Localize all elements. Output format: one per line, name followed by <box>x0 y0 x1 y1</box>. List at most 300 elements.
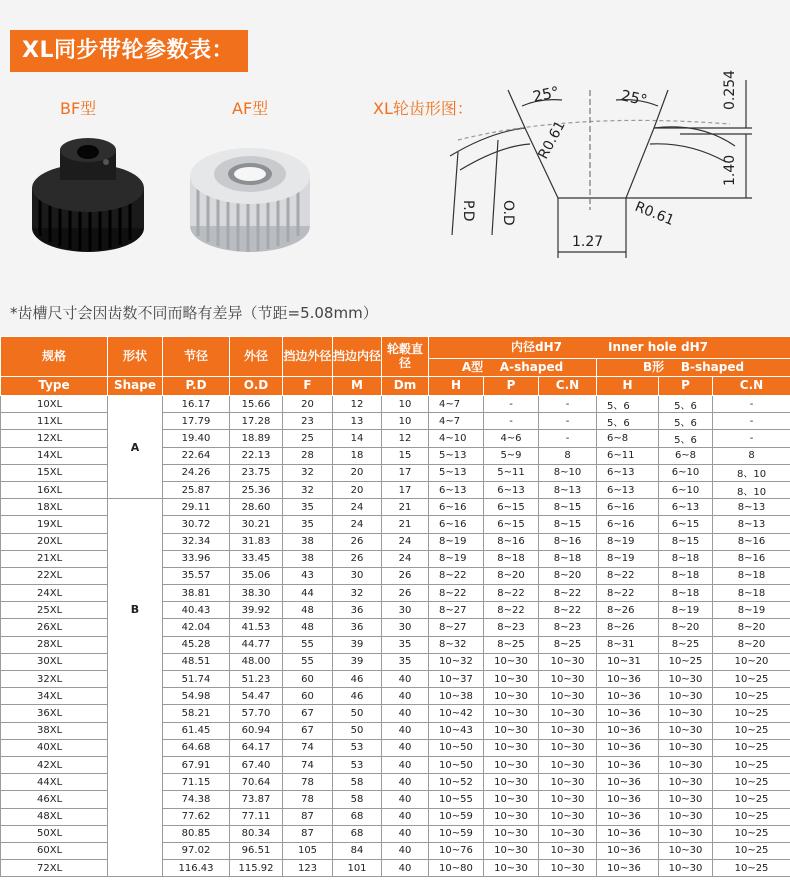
cell-dm: 21 <box>382 499 429 516</box>
cell-a-cn: 10~30 <box>539 739 597 756</box>
cell-b-p: 6~10 <box>659 464 713 481</box>
cell-dm: 40 <box>382 774 429 791</box>
cell-a-h: 4~10 <box>429 430 484 447</box>
cell-a-p: 4~6 <box>484 430 539 447</box>
col-b-p: P <box>659 377 713 396</box>
angle-left-text: 25° <box>531 82 561 106</box>
cell-m: 36 <box>333 619 382 636</box>
cell-b-h: 10~36 <box>597 774 659 791</box>
od-label-text: O.D <box>500 200 516 226</box>
cell-f: 38 <box>283 533 333 550</box>
parameter-table-wrap <box>0 336 790 884</box>
cell-od: 51.23 <box>230 671 283 688</box>
cell-od: 38.30 <box>230 585 283 602</box>
af-type-label: AF型 <box>232 99 269 118</box>
table-row <box>1 396 790 413</box>
cell-b-cn: 8~13 <box>713 516 790 533</box>
cell-f: 105 <box>283 842 333 859</box>
cell-dm: 40 <box>382 842 429 859</box>
cell-b-h: 6~16 <box>597 516 659 533</box>
cell-a-p: 6~15 <box>484 516 539 533</box>
cell-pd: 40.43 <box>163 602 230 619</box>
col-shape-cn: 形状 <box>108 337 163 377</box>
cell-b-h: 8~26 <box>597 619 659 636</box>
cell-f: 67 <box>283 705 333 722</box>
cell-b-cn: 10~25 <box>713 756 790 773</box>
cell-type: 14XL <box>1 447 108 464</box>
cell-f: 78 <box>283 774 333 791</box>
cell-b-h: 10~31 <box>597 653 659 670</box>
cell-od: 17.28 <box>230 413 283 430</box>
cell-pd: 58.21 <box>163 705 230 722</box>
cell-a-cn: 8~10 <box>539 464 597 481</box>
cell-pd: 51.74 <box>163 671 230 688</box>
cell-b-cn: - <box>713 413 790 430</box>
cell-m: 20 <box>333 464 382 481</box>
cell-a-cn: 10~30 <box>539 653 597 670</box>
cell-b-cn: 10~20 <box>713 653 790 670</box>
cell-b-cn: 10~25 <box>713 671 790 688</box>
cell-a-h: 8~19 <box>429 533 484 550</box>
cell-b-cn: 8、10 <box>713 464 790 481</box>
cell-a-h: 8~27 <box>429 602 484 619</box>
cell-f: 55 <box>283 636 333 653</box>
cell-a-p: 10~30 <box>484 860 539 877</box>
cell-b-h: 6~13 <box>597 481 659 498</box>
cell-a-p: 10~30 <box>484 808 539 825</box>
cell-m: 24 <box>333 499 382 516</box>
cell-a-h: 10~50 <box>429 739 484 756</box>
cell-m: 20 <box>333 481 382 498</box>
cell-b-h: 10~36 <box>597 808 659 825</box>
cell-m: 12 <box>333 396 382 413</box>
bf-pulley-image <box>20 128 160 260</box>
cell-b-p: 10~30 <box>659 688 713 705</box>
cell-dm: 40 <box>382 791 429 808</box>
cell-b-cn: 10~25 <box>713 722 790 739</box>
pitch-note: *齿槽尺寸会因齿数不同而略有差异（节距=5.08mm） <box>10 304 378 322</box>
cell-od: 70.64 <box>230 774 283 791</box>
cell-b-cn: 8~19 <box>713 602 790 619</box>
cell-f: 60 <box>283 671 333 688</box>
cell-f: 44 <box>283 585 333 602</box>
cell-a-h: 10~59 <box>429 825 484 842</box>
cell-a-h: 8~19 <box>429 550 484 567</box>
cell-m: 53 <box>333 756 382 773</box>
cell-b-h: 8~26 <box>597 602 659 619</box>
cell-type: 40XL <box>1 739 108 756</box>
cell-dm: 15 <box>382 447 429 464</box>
radius-bottom-text: R0.61 <box>632 198 677 230</box>
col-a-h: H <box>429 377 484 396</box>
cell-a-p: 8~25 <box>484 636 539 653</box>
cell-a-cn: 10~30 <box>539 808 597 825</box>
cell-pd: 116.43 <box>163 860 230 877</box>
cell-m: 13 <box>333 413 382 430</box>
cell-pd: 67.91 <box>163 756 230 773</box>
cell-a-p: 10~30 <box>484 671 539 688</box>
cell-a-h: 10~76 <box>429 842 484 859</box>
cell-od: 60.94 <box>230 722 283 739</box>
cell-f: 55 <box>283 653 333 670</box>
cell-a-h: 8~22 <box>429 567 484 584</box>
cell-b-h: 10~36 <box>597 705 659 722</box>
cell-dm: 24 <box>382 550 429 567</box>
cell-a-cn: - <box>539 413 597 430</box>
cell-a-cn: 8~25 <box>539 636 597 653</box>
cell-f: 48 <box>283 619 333 636</box>
cell-od: 33.45 <box>230 550 283 567</box>
cell-type: 20XL <box>1 533 108 550</box>
cell-type: 15XL <box>1 464 108 481</box>
cell-pd: 38.81 <box>163 585 230 602</box>
cell-a-cn: 10~30 <box>539 705 597 722</box>
cell-f: 78 <box>283 791 333 808</box>
cell-b-cn: 10~25 <box>713 705 790 722</box>
cell-dm: 10 <box>382 396 429 413</box>
cell-pd: 29.11 <box>163 499 230 516</box>
dim-top-text: 0.254 <box>722 69 738 110</box>
col-b-h: H <box>597 377 659 396</box>
cell-a-p: 10~30 <box>484 705 539 722</box>
cell-od: 23.75 <box>230 464 283 481</box>
cell-m: 46 <box>333 688 382 705</box>
col-f-en: F <box>283 377 333 396</box>
cell-f: 60 <box>283 688 333 705</box>
dim-height-text: 1.40 <box>722 154 738 186</box>
cell-m: 53 <box>333 739 382 756</box>
cell-b-p: 10~30 <box>659 756 713 773</box>
cell-b-h: 5、6 <box>597 396 659 413</box>
cell-a-p: 10~30 <box>484 739 539 756</box>
cell-b-cn: 8~16 <box>713 550 790 567</box>
cell-type: 19XL <box>1 516 108 533</box>
cell-b-p: 10~30 <box>659 671 713 688</box>
cell-dm: 17 <box>382 481 429 498</box>
cell-od: 25.36 <box>230 481 283 498</box>
cell-m: 39 <box>333 653 382 670</box>
cell-a-cn: 8 <box>539 447 597 464</box>
cell-b-cn: 10~25 <box>713 774 790 791</box>
cell-od: 39.92 <box>230 602 283 619</box>
cell-f: 87 <box>283 825 333 842</box>
cell-a-p: 8~23 <box>484 619 539 636</box>
cell-type: 18XL <box>1 499 108 516</box>
cell-m: 101 <box>333 860 382 877</box>
col-a-p: P <box>484 377 539 396</box>
cell-m: 39 <box>333 636 382 653</box>
tooth-profile-diagram <box>430 60 760 275</box>
cell-a-h: 8~27 <box>429 619 484 636</box>
cell-a-p: - <box>484 396 539 413</box>
parameter-table <box>0 336 790 877</box>
cell-b-h: 10~36 <box>597 860 659 877</box>
cell-b-p: 6~13 <box>659 499 713 516</box>
cell-a-cn: 8~22 <box>539 585 597 602</box>
cell-a-p: 10~30 <box>484 688 539 705</box>
cell-b-p: 8~15 <box>659 533 713 550</box>
cell-od: 22.13 <box>230 447 283 464</box>
col-b-type: B形 B-shaped <box>597 359 790 377</box>
cell-a-p: 8~18 <box>484 550 539 567</box>
cell-a-p: 10~30 <box>484 825 539 842</box>
cell-od: 28.60 <box>230 499 283 516</box>
cell-b-h: 8~19 <box>597 550 659 567</box>
cell-b-h: 6~8 <box>597 430 659 447</box>
col-pd-en: P.D <box>163 377 230 396</box>
title-bar <box>10 30 248 72</box>
cell-pd: 19.40 <box>163 430 230 447</box>
cell-a-cn: 10~30 <box>539 774 597 791</box>
cell-a-cn: 10~30 <box>539 791 597 808</box>
cell-b-cn: 10~25 <box>713 842 790 859</box>
cell-f: 23 <box>283 413 333 430</box>
cell-a-h: 6~16 <box>429 516 484 533</box>
cell-b-p: 10~30 <box>659 774 713 791</box>
col-od-cn: 外径 <box>230 337 283 377</box>
cell-b-cn: 10~25 <box>713 739 790 756</box>
cell-od: 115.92 <box>230 860 283 877</box>
cell-a-cn: 8~15 <box>539 516 597 533</box>
cell-a-cn: 8~20 <box>539 567 597 584</box>
cell-a-cn: 10~30 <box>539 722 597 739</box>
cell-type: 44XL <box>1 774 108 791</box>
cell-a-h: 10~43 <box>429 722 484 739</box>
cell-od: 80.34 <box>230 825 283 842</box>
col-od-en: O.D <box>230 377 283 396</box>
cell-a-p: 5~11 <box>484 464 539 481</box>
cell-type: 42XL <box>1 756 108 773</box>
cell-f: 48 <box>283 602 333 619</box>
cell-dm: 40 <box>382 756 429 773</box>
cell-type: 28XL <box>1 636 108 653</box>
cell-b-p: 8~19 <box>659 602 713 619</box>
dim-bottom-text: 1.27 <box>572 234 604 250</box>
cell-a-cn: 8~16 <box>539 533 597 550</box>
cell-b-p: 5、6 <box>659 430 713 447</box>
cell-pd: 97.02 <box>163 842 230 859</box>
cell-dm: 35 <box>382 653 429 670</box>
cell-dm: 10 <box>382 413 429 430</box>
cell-f: 74 <box>283 739 333 756</box>
cell-a-p: 8~22 <box>484 585 539 602</box>
cell-b-p: 5、6 <box>659 413 713 430</box>
cell-a-h: 10~38 <box>429 688 484 705</box>
cell-b-h: 5、6 <box>597 413 659 430</box>
cell-a-h: 10~42 <box>429 705 484 722</box>
cell-a-cn: - <box>539 396 597 413</box>
cell-a-cn: 8~18 <box>539 550 597 567</box>
cell-a-cn: 10~30 <box>539 842 597 859</box>
cell-pd: 48.51 <box>163 653 230 670</box>
cell-b-p: 6~10 <box>659 481 713 498</box>
cell-m: 58 <box>333 774 382 791</box>
col-b-cn: C.N <box>713 377 790 396</box>
cell-pd: 71.15 <box>163 774 230 791</box>
cell-b-p: 10~30 <box>659 825 713 842</box>
cell-a-cn: 10~30 <box>539 825 597 842</box>
cell-b-p: 6~8 <box>659 447 713 464</box>
cell-a-cn: 10~30 <box>539 860 597 877</box>
cell-dm: 24 <box>382 533 429 550</box>
cell-type: 50XL <box>1 825 108 842</box>
cell-b-cn: 10~25 <box>713 825 790 842</box>
cell-b-p: 5、6 <box>659 396 713 413</box>
cell-pd: 80.85 <box>163 825 230 842</box>
cell-pd: 77.62 <box>163 808 230 825</box>
cell-b-cn: 10~25 <box>713 688 790 705</box>
cell-f: 87 <box>283 808 333 825</box>
col-a-cn: C.N <box>539 377 597 396</box>
cell-b-cn: 10~25 <box>713 791 790 808</box>
cell-type: 34XL <box>1 688 108 705</box>
cell-a-h: 10~32 <box>429 653 484 670</box>
cell-m: 14 <box>333 430 382 447</box>
cell-pd: 45.28 <box>163 636 230 653</box>
cell-m: 68 <box>333 825 382 842</box>
cell-b-p: 8~18 <box>659 550 713 567</box>
cell-pd: 42.04 <box>163 619 230 636</box>
cell-dm: 26 <box>382 567 429 584</box>
cell-dm: 40 <box>382 825 429 842</box>
cell-a-h: 5~13 <box>429 447 484 464</box>
cell-a-cn: 8~13 <box>539 481 597 498</box>
cell-type: 11XL <box>1 413 108 430</box>
cell-b-h: 10~36 <box>597 671 659 688</box>
radius-top-text: R0.61 <box>535 118 569 162</box>
cell-od: 64.17 <box>230 739 283 756</box>
cell-od: 35.06 <box>230 567 283 584</box>
cell-b-cn: 10~25 <box>713 808 790 825</box>
cell-a-p: 5~9 <box>484 447 539 464</box>
cell-m: 50 <box>333 705 382 722</box>
cell-type: 25XL <box>1 602 108 619</box>
cell-od: 48.00 <box>230 653 283 670</box>
cell-b-cn: 8~18 <box>713 567 790 584</box>
cell-pd: 54.98 <box>163 688 230 705</box>
col-a-type: A型 A-shaped <box>429 359 597 377</box>
cell-m: 36 <box>333 602 382 619</box>
cell-b-h: 8~22 <box>597 585 659 602</box>
cell-pd: 35.57 <box>163 567 230 584</box>
col-m-cn: 挡边内径 <box>333 337 382 377</box>
cell-b-h: 6~13 <box>597 464 659 481</box>
cell-a-p: 10~30 <box>484 791 539 808</box>
cell-m: 18 <box>333 447 382 464</box>
cell-pd: 16.17 <box>163 396 230 413</box>
cell-m: 30 <box>333 567 382 584</box>
cell-a-p: 8~16 <box>484 533 539 550</box>
cell-pd: 30.72 <box>163 516 230 533</box>
cell-f: 32 <box>283 464 333 481</box>
cell-a-cn: 10~30 <box>539 756 597 773</box>
cell-a-h: 4~7 <box>429 396 484 413</box>
bf-type-label: BF型 <box>60 99 97 118</box>
cell-b-cn: - <box>713 430 790 447</box>
cell-b-cn: 8~13 <box>713 499 790 516</box>
cell-a-h: 10~37 <box>429 671 484 688</box>
cell-a-p: - <box>484 413 539 430</box>
cell-a-p: 6~15 <box>484 499 539 516</box>
cell-a-h: 8~32 <box>429 636 484 653</box>
cell-b-h: 10~36 <box>597 739 659 756</box>
cell-b-cn: 8~16 <box>713 533 790 550</box>
cell-od: 57.70 <box>230 705 283 722</box>
cell-a-cn: 10~30 <box>539 688 597 705</box>
cell-b-p: 10~25 <box>659 653 713 670</box>
cell-pd: 74.38 <box>163 791 230 808</box>
cell-dm: 35 <box>382 636 429 653</box>
cell-a-h: 10~59 <box>429 808 484 825</box>
cell-a-h: 10~55 <box>429 791 484 808</box>
cell-a-h: 10~52 <box>429 774 484 791</box>
cell-a-cn: 8~23 <box>539 619 597 636</box>
cell-type: 48XL <box>1 808 108 825</box>
cell-a-p: 6~13 <box>484 481 539 498</box>
cell-a-p: 10~30 <box>484 774 539 791</box>
cell-dm: 40 <box>382 739 429 756</box>
col-dm-cn: 轮毂直径 <box>382 337 429 377</box>
cell-pd: 22.64 <box>163 447 230 464</box>
table-row <box>1 499 790 516</box>
cell-f: 74 <box>283 756 333 773</box>
cell-od: 31.83 <box>230 533 283 550</box>
cell-b-h: 10~36 <box>597 842 659 859</box>
cell-a-p: 10~30 <box>484 653 539 670</box>
cell-b-cn: 10~25 <box>713 860 790 877</box>
cell-pd: 61.45 <box>163 722 230 739</box>
cell-dm: 12 <box>382 430 429 447</box>
cell-b-p: 8~20 <box>659 619 713 636</box>
cell-type: 46XL <box>1 791 108 808</box>
cell-m: 68 <box>333 808 382 825</box>
cell-pd: 17.79 <box>163 413 230 430</box>
cell-a-p: 8~22 <box>484 602 539 619</box>
cell-type: 16XL <box>1 481 108 498</box>
cell-b-h: 8~31 <box>597 636 659 653</box>
cell-b-p: 8~25 <box>659 636 713 653</box>
cell-type: 12XL <box>1 430 108 447</box>
col-pd-cn: 节径 <box>163 337 230 377</box>
cell-f: 67 <box>283 722 333 739</box>
cell-dm: 26 <box>382 585 429 602</box>
cell-f: 35 <box>283 516 333 533</box>
col-inner-hole: 内径dH7 Inner hole dH7 <box>429 337 790 359</box>
cell-b-h: 10~36 <box>597 722 659 739</box>
cell-a-cn: 8~22 <box>539 602 597 619</box>
cell-f: 32 <box>283 481 333 498</box>
cell-a-p: 10~30 <box>484 722 539 739</box>
table-body <box>1 396 790 877</box>
cell-pd: 32.34 <box>163 533 230 550</box>
cell-a-h: 5~13 <box>429 464 484 481</box>
page-title: XL同步带轮参数表： <box>22 38 234 63</box>
cell-b-cn: 8~18 <box>713 585 790 602</box>
cell-b-p: 10~30 <box>659 860 713 877</box>
cell-od: 30.21 <box>230 516 283 533</box>
cell-b-h: 8~22 <box>597 567 659 584</box>
cell-a-h: 6~13 <box>429 481 484 498</box>
cell-od: 41.53 <box>230 619 283 636</box>
cell-a-cn: 10~30 <box>539 671 597 688</box>
cell-m: 46 <box>333 671 382 688</box>
cell-dm: 40 <box>382 688 429 705</box>
cell-b-h: 10~36 <box>597 688 659 705</box>
cell-type: 21XL <box>1 550 108 567</box>
pd-label-text: P.D <box>460 200 476 222</box>
cell-b-p: 10~30 <box>659 842 713 859</box>
xl-tooth-label: XL轮齿形图： <box>373 99 473 118</box>
